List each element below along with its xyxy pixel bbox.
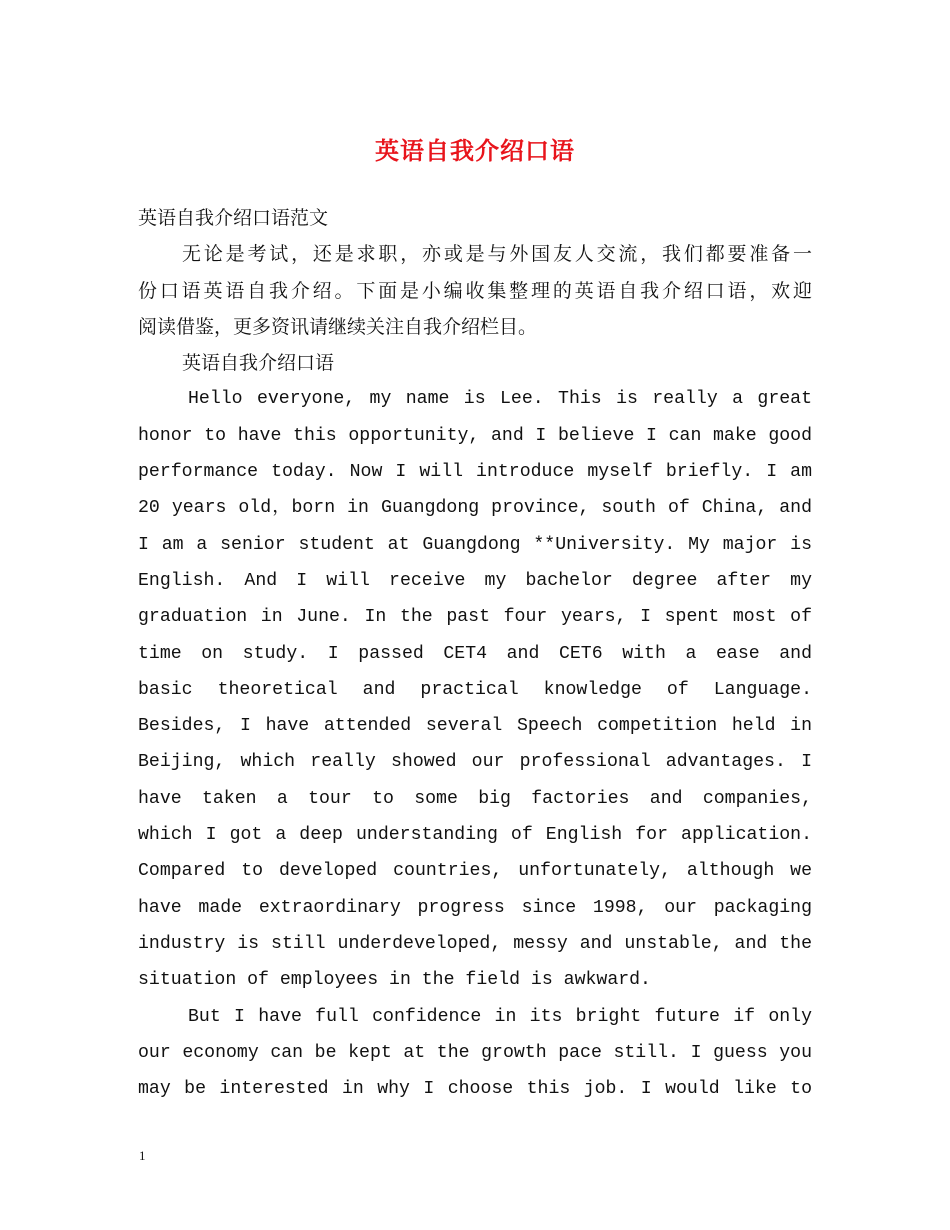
text-line: honor to have this opportunity, and I believe I can make good xyxy=(138,425,812,446)
text-line: But I have full confidence in its bright future if only xyxy=(188,1006,812,1027)
text-line: situation of employees in the field is awkward. xyxy=(138,970,651,991)
text-line: 份口语英语自我介绍。下面是小编收集整理的英语自我介绍口语，欢迎 xyxy=(138,279,812,302)
text-line: Compared to developed countries, unfortunately, although we xyxy=(138,861,812,882)
text-line: Hello everyone, my name is Lee. This is really a great xyxy=(188,389,812,410)
text-line: 阅读借鉴，更多资讯请继续关注自我介绍栏目。 xyxy=(138,315,538,338)
text-line: time on study. I passed CET4 and CET6 with a ease and xyxy=(138,643,812,664)
text-line: graduation in June. In the past four years, I spent most of xyxy=(138,607,812,628)
text-line: I am a senior student at Guangdong **University. My major is xyxy=(138,534,812,555)
text-line: our economy can be kept at the growth pace still. I guess you xyxy=(138,1042,812,1063)
text-line: basic theoretical and practical knowledge of Language. xyxy=(138,679,812,700)
text-line: industry is still underdeveloped, messy and unstable, and the xyxy=(138,933,812,954)
text-line: English. And I will receive my bachelor degree after my xyxy=(138,570,812,591)
text-line: have made extraordinary progress since 1998, our packaging xyxy=(138,897,812,918)
text-line: which I got a deep understanding of English for application. xyxy=(138,825,812,846)
text-line: Besides, I have attended several Speech competition held in xyxy=(138,716,812,737)
text-line: have taken a tour to some big factories and companies, xyxy=(138,788,812,809)
text-line: 20 years old，born in Guangdong province, south of China, and xyxy=(138,498,812,519)
text-line: 英语自我介绍口语 xyxy=(182,352,335,375)
text-line: performance today. Now I will introduce myself briefly. I am xyxy=(138,462,812,483)
text-line: may be interested in why I choose this job. I would like to xyxy=(138,1079,812,1100)
text-line: Beijing, which really showed our professional advantages. I xyxy=(138,752,812,773)
document-title: 英语自我介绍口语 xyxy=(375,136,575,165)
text-line: 英语自我介绍口语范文 xyxy=(138,207,329,229)
document-body xyxy=(138,200,812,1107)
text-line: 无论是考试，还是求职，亦或是与外国友人交流，我们都要准备一 xyxy=(182,243,812,266)
page-number: 1 xyxy=(139,1148,146,1163)
